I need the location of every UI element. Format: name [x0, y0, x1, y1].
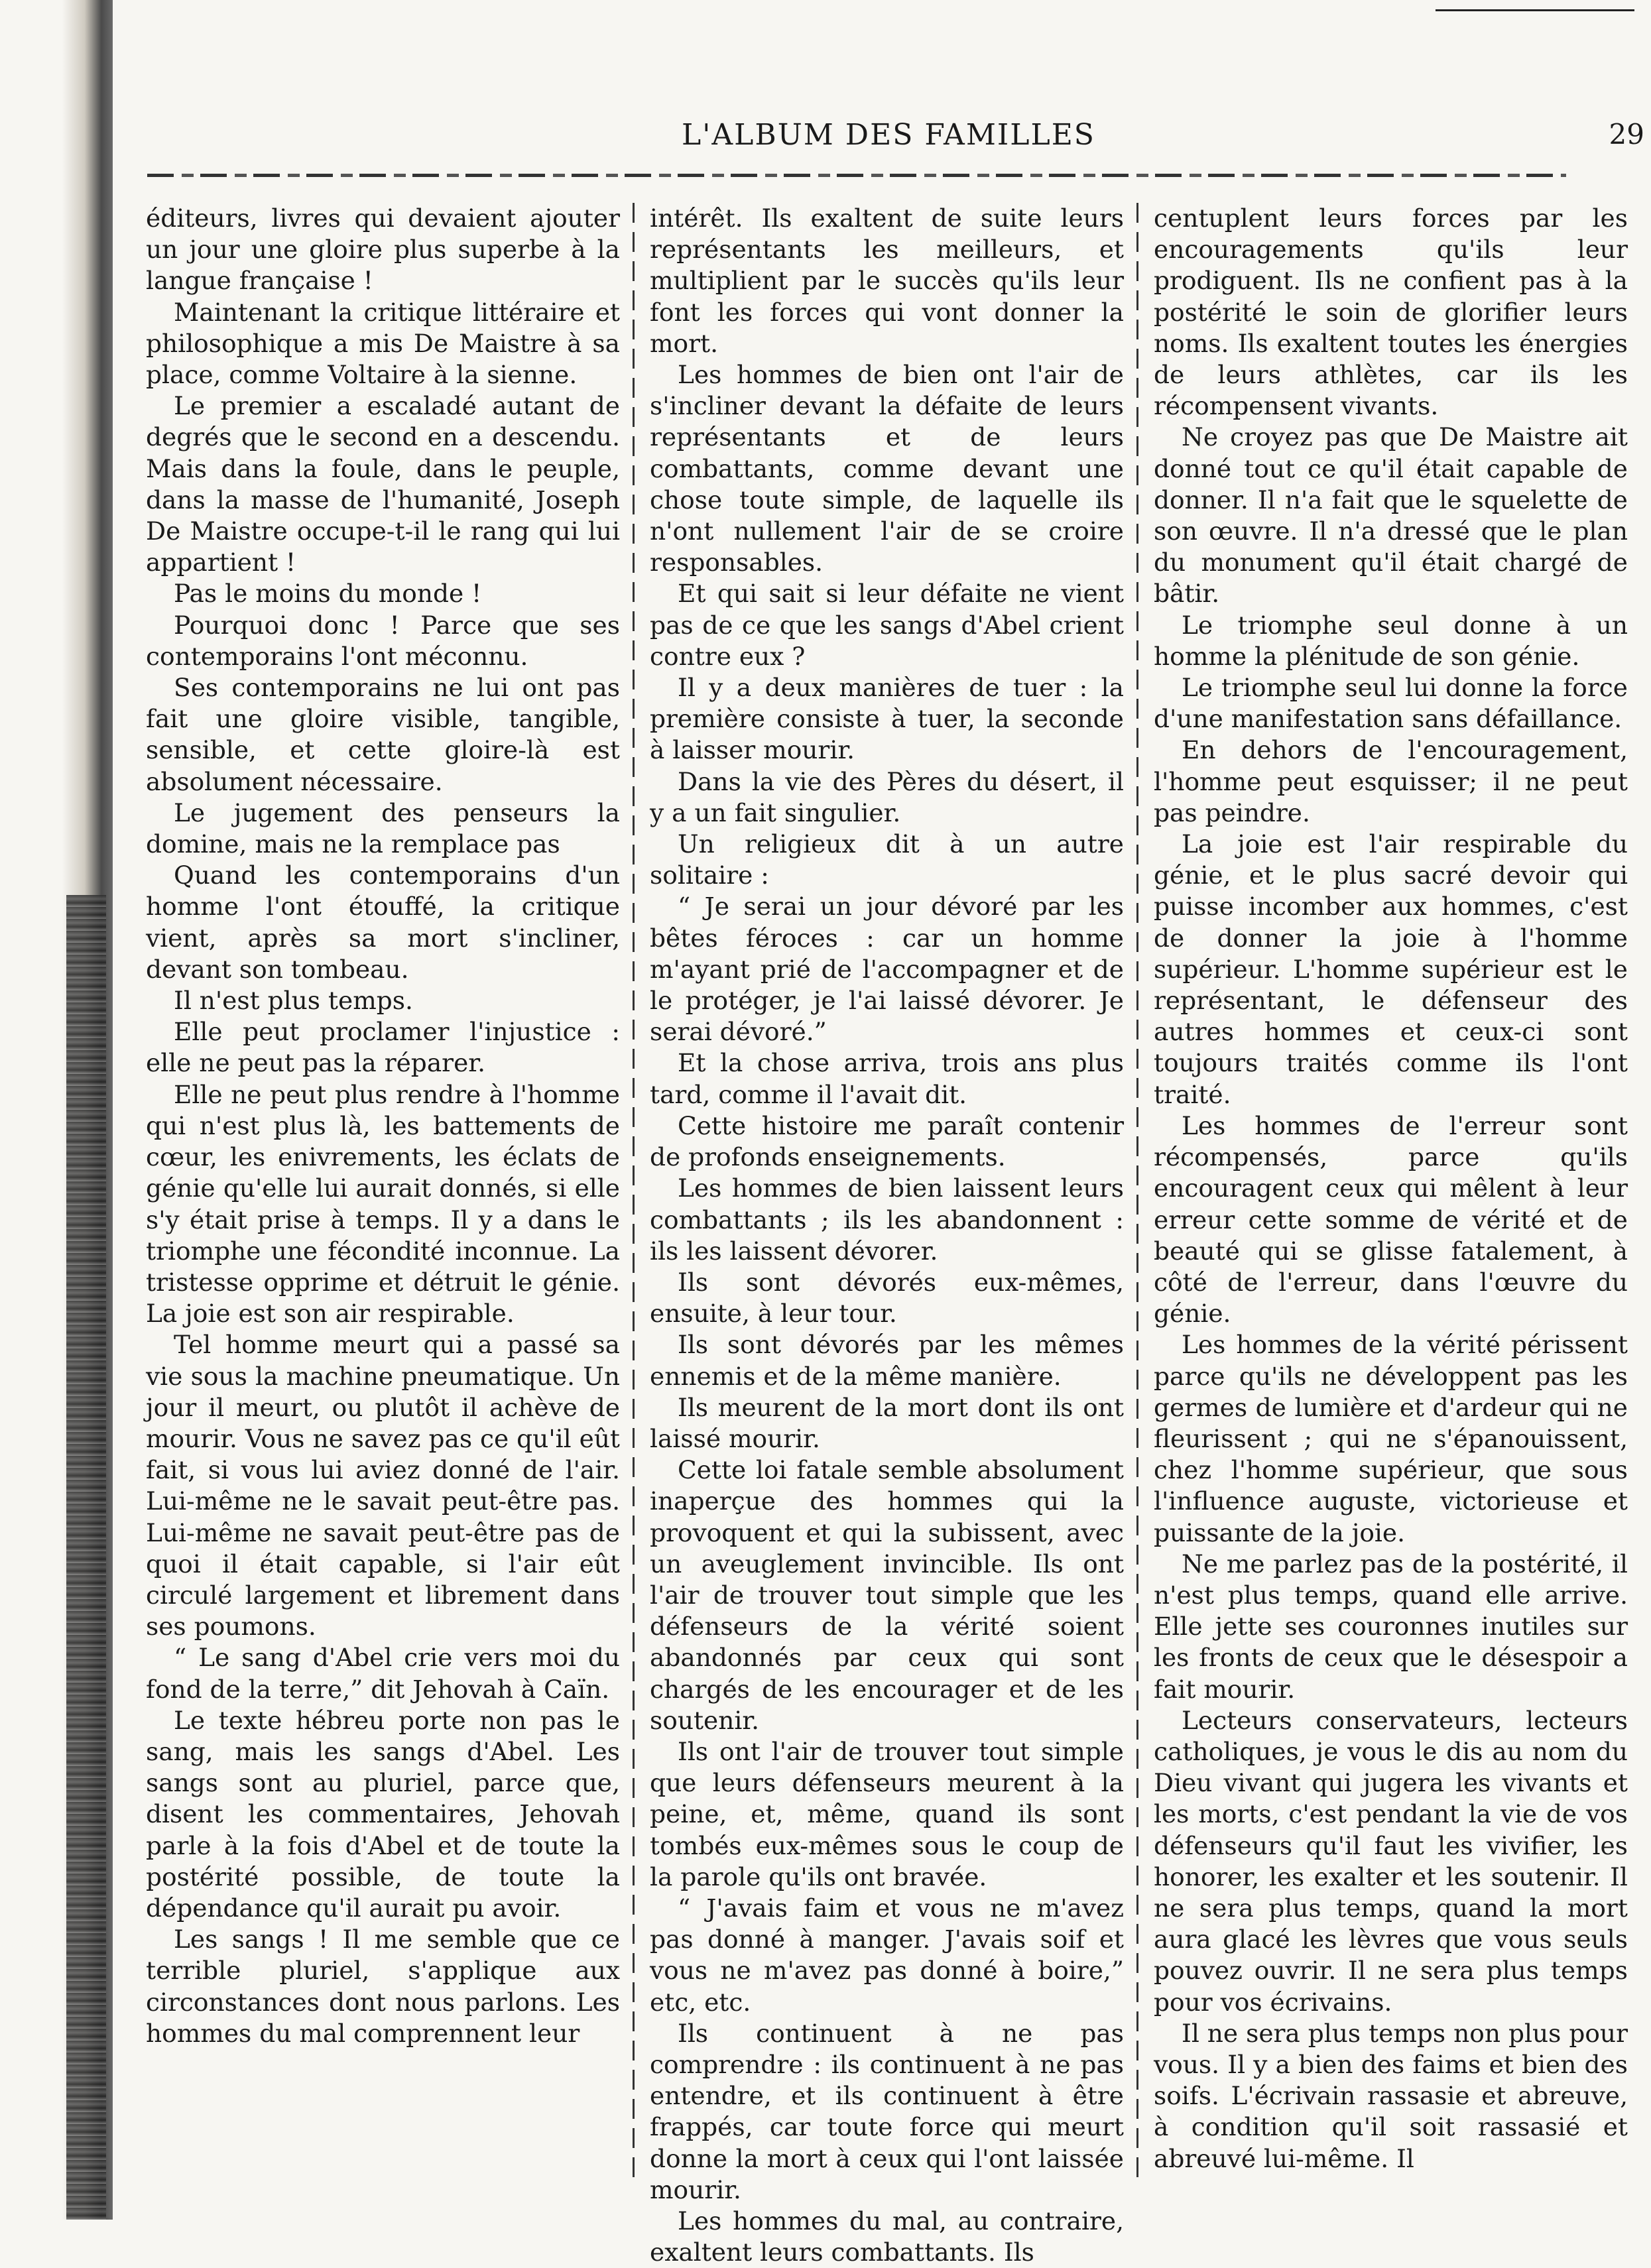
paragraph: Ils sont dévorés eux-mêmes, ensuite, à leur tour. — [650, 1267, 1124, 1329]
paragraph: Ils meurent de la mort dont ils ont laissé mourir. — [650, 1392, 1124, 1453]
page-header — [133, 118, 1644, 171]
paragraph: Le premier a escaladé autant de degrés que le second en a descendu. Mais dans la foule, dans le peuple, dans la masse de l'humanité, Joseph De Maistre occupe-t-il le rang qui lui appartient ! — [146, 391, 620, 577]
paragraph: Lecteurs conservateurs, lecteurs catholiques, je vous le dis au nom du Dieu vivant qui jugera les vivants et les morts, c'est pendant la vie de vos défenseurs qu'il faut les vivifier, les honorer, les exalter et les soutenir. Il ne sera plus temps, quand la mort aura glacé les lèvres que vous seuls pouvez ouvrir. Il ne sera plus temps pour vos écrivains. — [1154, 1705, 1628, 2017]
paragraph: Les hommes de bien laissent leurs combattants ; ils les abandonnent : ils les laissent dévorer. — [650, 1173, 1124, 1266]
paragraph: intérêt. Ils exaltent de suite leurs représentants les meilleurs, et multiplient par le succès qu'ils leur font les forces qui vont donner la mort. — [650, 204, 1124, 358]
paragraph: “ Le sang d'Abel crie vers moi du fond de la terre,” dit Jehovah à Caïn. — [146, 1643, 620, 1704]
paragraph: centuplent leurs forces par les encouragements qu'ils leur prodiguent. Ils ne confient pas à la postérité le soin de glorifier leurs noms. Ils exaltent toutes les énergies de leurs athlètes, car ils les récompensent vivants. — [1154, 204, 1628, 421]
paragraph: Les hommes de bien ont l'air de s'incliner devant la défaite de leurs représentants et de leurs combattants, comme devant une chose toute simple, de laquelle ils n'ont nullement l'air de se croire responsables. — [650, 360, 1124, 577]
text-column-3 — [1154, 203, 1628, 2178]
paragraph: Le triomphe seul lui donne la force d'une manifestation sans défaillance. — [1154, 673, 1628, 734]
paragraph: Elle peut proclamer l'injustice : elle ne peut pas la réparer. — [146, 1017, 620, 1078]
paragraph: Quand les contemporains d'un homme l'ont étouffé, la critique vient, après sa mort s'incliner, devant son tombeau. — [146, 861, 620, 984]
paragraph: “ J'avais faim et vous ne m'avez pas donné à manger. J'avais soif et vous ne m'avez pas donné à boire,” etc, etc. — [650, 1893, 1124, 2017]
paragraph: éditeurs, livres qui devaient ajouter un jour une gloire plus superbe à la langue française ! — [146, 204, 620, 296]
paragraph: Ses contemporains ne lui ont pas fait une gloire visible, tangible, sensible, et cette gloire-là est absolument nécessaire. — [146, 673, 620, 796]
binding-shadow — [66, 895, 106, 2220]
paragraph: Cette histoire me paraît contenir de profonds enseignements. — [650, 1110, 1124, 1172]
paragraph: Ils continuent à ne pas comprendre : ils continuent à ne pas entendre, et ils continuent à être frappés, car toute force qui meurt donne la mort à ceux qui l'ont laissée mourir. — [650, 2018, 1124, 2204]
paragraph: En dehors de l'encouragement, l'homme peut esquisser; il ne peut pas peindre. — [1154, 735, 1628, 827]
top-corner-rule — [1436, 9, 1634, 11]
paragraph: Il ne sera plus temps non plus pour vous. Il y a bien des faims et bien des soifs. L'écrivain rassasie et abreuve, à condition qu'il soit rassasié et abreuvé lui-même. Il — [1154, 2018, 1628, 2173]
paragraph: Ils ont l'air de trouver tout simple que leurs défenseurs meurent à la peine, et, même, quand ils sont tombés eux-mêmes sous le coup de la parole qu'ils ont bravée. — [650, 1736, 1124, 1891]
paragraph: Tel homme meurt qui a passé sa vie sous la machine pneumatique. Un jour il meurt, ou plutôt il achève de mourir. Vous ne savez pas ce qu'il eût fait, si vous lui aviez donné de l'air. Lui-même ne le savait peut-être pas. Lui-même ne savait peut-être pas de quoi il était capable, si l'air eût circulé largement et librement dans ses poumons. — [146, 1330, 620, 1641]
paragraph: Cette loi fatale semble absolument inaperçue des hommes qui la provoquent et qui la subissent, avec un aveuglement invincible. Ils ont l'air de trouver tout simple que les défenseurs de la vérité soient abandonnés par ceux qui sont chargés de les encourager et de les soutenir. — [650, 1455, 1124, 1735]
paragraph: Maintenant la critique littéraire et philosophique a mis De Maistre à sa place, comme Voltaire à la sienne. — [146, 297, 620, 390]
page-number: 29 — [1609, 118, 1644, 150]
paragraph: Un religieux dit à un autre solitaire : — [650, 829, 1124, 890]
paragraph: Et la chose arriva, trois ans plus tard, comme il l'avait dit. — [650, 1048, 1124, 1109]
paragraph: Ne croyez pas que De Maistre ait donné tout ce qu'il était capable de donner. Il n'a fait que le squelette de son œuvre. Il n'a dressé que le plan du monument qu'il était chargé de bâtir. — [1154, 422, 1628, 609]
paragraph: Le texte hébreu porte non pas le sang, mais les sangs d'Abel. Les sangs sont au pluriel, parce que, disent les commentaires, Jehovah parle à la fois d'Abel et de toute la postérité possible, de toute la dépendance qu'il aurait pu avoir. — [146, 1705, 620, 1923]
paragraph: Le triomphe seul donne à un homme la plénitude de son génie. — [1154, 610, 1628, 671]
header-rule — [147, 174, 1566, 177]
paragraph: Ils sont dévorés par les mêmes ennemis et de la même manière. — [650, 1330, 1124, 1391]
paragraph: La joie est l'air respirable du génie, et le plus sacré devoir qui puisse incomber aux hommes, c'est de donner la joie à l'homme supérieur. L'homme supérieur est le représentant, le défenseur des autres hommes et ceux-ci sont toujours traités comme ils l'ont traité. — [1154, 829, 1628, 1109]
paragraph: Dans la vie des Pères du désert, il y a un fait singulier. — [650, 766, 1124, 827]
text-column-2 — [650, 203, 1124, 2267]
paragraph: Les hommes du mal, au contraire, exaltent leurs combattants. Ils — [650, 2206, 1124, 2267]
paragraph: Il y a deux manières de tuer : la première consiste à tuer, la seconde à laisser mourir. — [650, 673, 1124, 765]
paragraph: Il n'est plus temps. — [174, 986, 413, 1016]
text-body — [146, 203, 1638, 2267]
paragraph: Elle ne peut plus rendre à l'homme qui n'est plus là, les battements de cœur, les enivrements, les éclats de génie qu'elle lui aurait donnés, si elle s'y était prise à temps. Il y a dans le triomphe une fécondité inconnue. La tristesse opprime et détruit le génie. La joie est son air respirable. — [146, 1079, 620, 1329]
running-head: L'ALBUM DES FAMILLES — [682, 118, 1095, 152]
paragraph: “ Je serai un jour dévoré par les bêtes féroces : car un homme m'ayant prié de l'accompagner et de le protéger, je l'ai laissé dévorer. Je serai dévoré.” — [650, 892, 1124, 1047]
paragraph: Pourquoi donc ! Parce que ses contemporains l'ont méconnu. — [146, 610, 620, 671]
paragraph: Ne me parlez pas de la postérité, il n'est plus temps, quand elle arrive. Elle jette ses couronnes inutiles sur les fronts de ceux que le désespoir a fait mourir. — [1154, 1549, 1628, 1704]
paragraph: Les sangs ! Il me semble que ce terrible pluriel, s'applique aux circonstances dont nous parlons. Les hommes du mal comprennent leur — [146, 1925, 620, 2048]
paragraph: Et qui sait si leur défaite ne vient pas de ce que les sangs d'Abel crient contre eux ? — [650, 579, 1124, 671]
text-column-1 — [146, 203, 620, 2178]
paragraph: Les hommes de l'erreur sont récompensés, parce qu'ils encouragent ceux qui mêlent à leur erreur cette somme de vérité et de beauté qui se glisse fatalement, à côté de l'erreur, dans l'œuvre du génie. — [1154, 1110, 1628, 1329]
paragraph: Les hommes de la vérité périssent parce qu'ils ne développent pas les germes de lumière et d'ardeur qui ne fleurissent ; qui ne s'épanouissent, chez l'homme supérieur, que sous l'influence auguste, victorieuse et puissante de la joie. — [1154, 1330, 1628, 1547]
paragraph: Pas le moins du monde ! — [174, 579, 482, 609]
paragraph: Le jugement des penseurs la domine, mais ne la remplace pas — [146, 798, 620, 859]
